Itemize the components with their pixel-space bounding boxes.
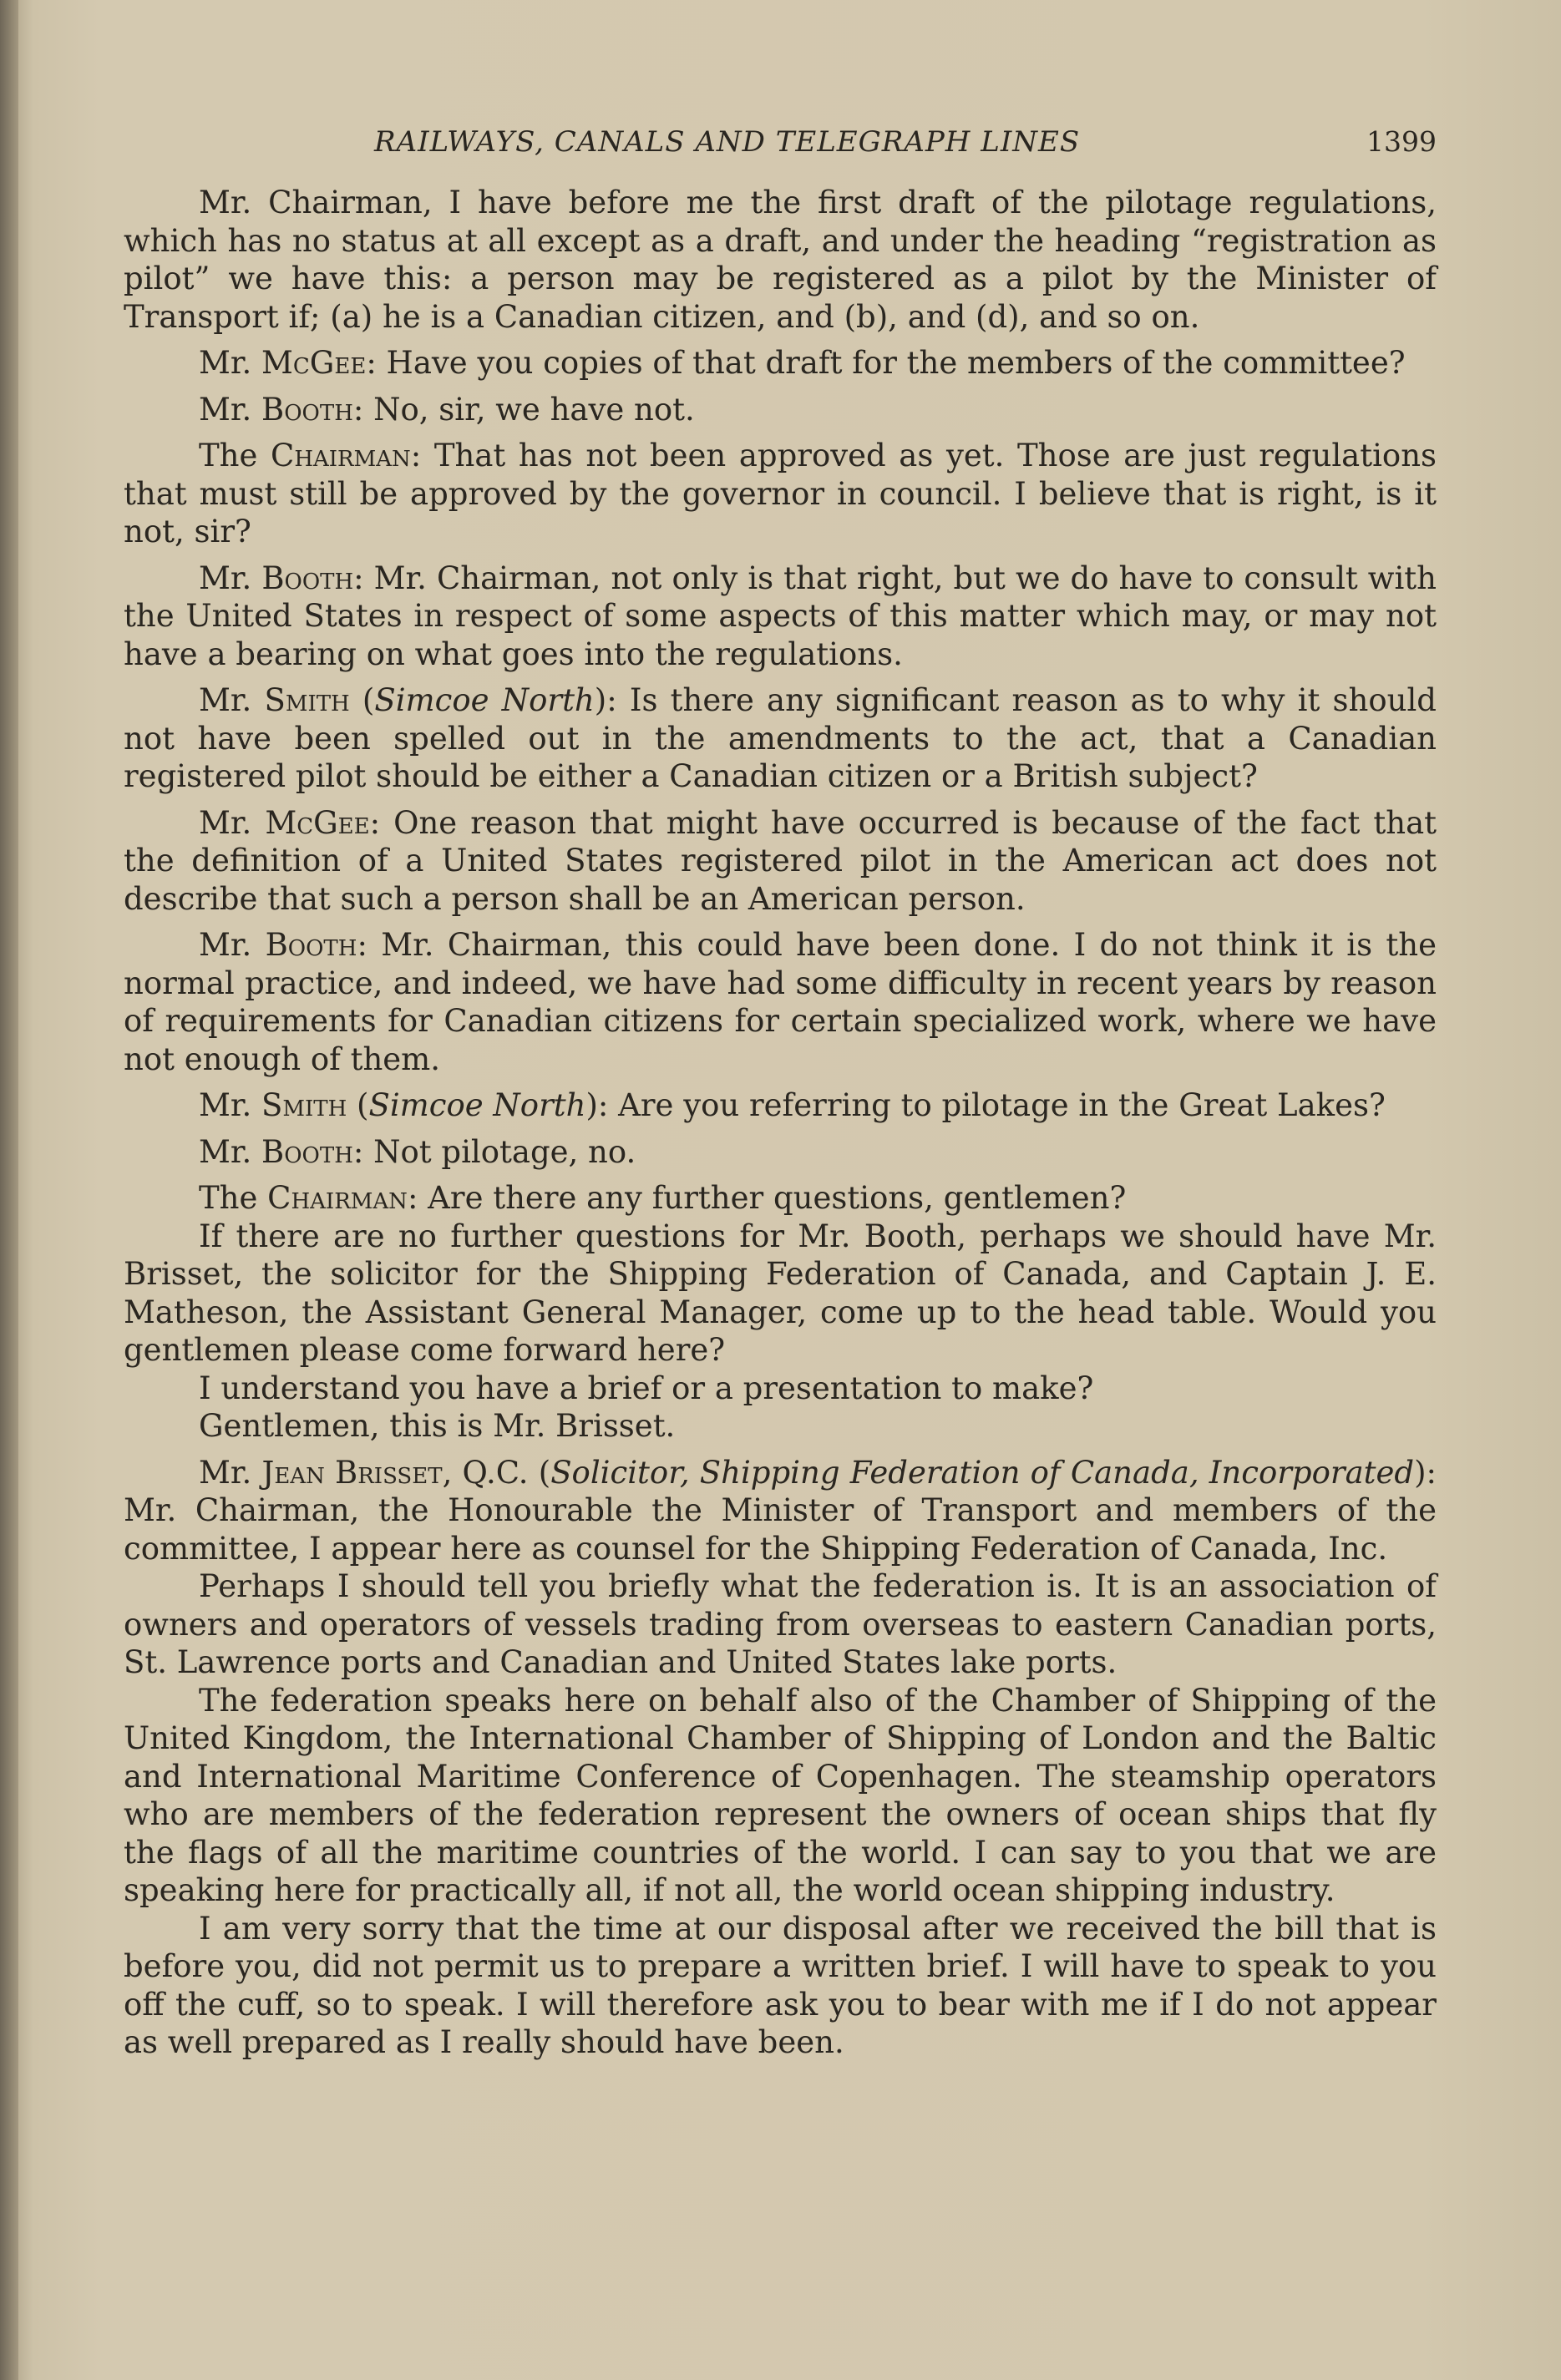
speaker-punct: : [352, 1133, 364, 1170]
speaker-title: Mr. [199, 1454, 262, 1491]
speech-text: Is there any significant reason as to why it should not have been spelled out in the amendments to the act, that a Canadian registered pilot should be either a Canadian citizen or a British subject? [124, 682, 1437, 794]
paragraph [124, 184, 1437, 336]
speech [124, 344, 1437, 382]
speech [124, 1454, 1437, 1568]
speech [124, 926, 1437, 1078]
open-paren: ( [347, 1087, 369, 1123]
paragraph-text: Gentlemen, this is Mr. Brisset. [199, 1408, 676, 1444]
speaker-punct: : [407, 1180, 418, 1216]
speaker-name: Smith [261, 1087, 347, 1123]
speaker-punct: : [353, 560, 364, 596]
speech [124, 560, 1437, 674]
speaker-title: Mr. [199, 345, 262, 381]
open-paren: ( [349, 682, 375, 718]
speech-text: Have you copies of that draft for the members of the committee? [376, 345, 1406, 381]
paragraph-text: Perhaps I should tell you briefly what the federation is. It is an association of owners and operators of vessels trading from overseas to eastern Canadian ports, St. Lawrence ports and Canadian and United States lake ports. [124, 1568, 1437, 1680]
speaker-riding: Simcoe North [368, 1087, 586, 1123]
speaker-name: Booth [261, 560, 354, 596]
running-head: RAILWAYS, CANALS AND TELEGRAPH LINES [374, 125, 1081, 159]
paragraph-text: I understand you have a brief or a presentation to make? [199, 1370, 1094, 1406]
transcript-body [124, 184, 1437, 2062]
paragraph [124, 1567, 1437, 1682]
speech-text: Are there any further questions, gentlemen? [418, 1180, 1127, 1216]
speech [124, 804, 1437, 919]
paragraph [124, 1370, 1437, 1408]
speech-text: Mr. Chairman, this could have been done. I do not think it is the normal practice, and indeed, we have had some difficulty in recent years by reason of requirements for Canadian citizens for certain specialized work, where we have not enough of them. [124, 927, 1437, 1077]
speech [124, 437, 1437, 551]
book-spine-shadow [0, 0, 18, 2380]
speaker-title: The [199, 438, 271, 473]
page-content [124, 125, 1437, 2062]
speaker-name: McGee [265, 804, 370, 841]
speaker-qc: , Q.C. ( [442, 1454, 551, 1491]
speaker-punct: : [352, 391, 364, 428]
paragraph-text: The federation speaks here on behalf also of the Chamber of Shipping of the United Kingdom, the International Chamber of Shipping of London and the Baltic and International Maritime Conference of Copenhagen. The steamship operators who are members of the federation represent the owners of ocean ships that fly the flags of all the maritime countries of the world. I can say to you that we are speaking here for practically all, if not all, the world ocean shipping industry. [124, 1682, 1437, 1908]
speaker-name: Chairman [267, 1180, 408, 1216]
speech-text: Not pilotage, no. [363, 1133, 636, 1170]
speech-text: One reason that might have occurred is because of the fact that the definition of a United States registered pilot in the American act does not describe that such a person shall be an American person. [124, 804, 1437, 917]
speaker-name: Booth [261, 1133, 353, 1170]
page-number: 1399 [1366, 125, 1437, 158]
speaker-title: Mr. [199, 560, 262, 596]
speaker-name: Booth [265, 927, 357, 963]
speaker-punct: ): [585, 1087, 609, 1123]
speaker-punct: : [357, 927, 367, 963]
speech [124, 1179, 1437, 1218]
speaker-punct: : [366, 345, 377, 381]
speech [124, 1133, 1437, 1172]
speech-text: No, sir, we have not. [363, 391, 695, 428]
speaker-title: Mr. [199, 391, 262, 428]
page-header [124, 125, 1437, 175]
speaker-name: McGee [261, 345, 367, 381]
speech-text: Mr. Chairman, the Honourable the Minister of Transport and members of the committee, I appear here as counsel for the Shipping Federation of Canada, Inc. [124, 1492, 1437, 1567]
speaker-punct: ): [1414, 1454, 1437, 1491]
speaker-name: Chairman [271, 438, 411, 473]
speaker-punct: : [369, 804, 381, 841]
speech [124, 1086, 1437, 1125]
speaker-name: Booth [261, 391, 353, 428]
speaker-title: Mr. [199, 927, 266, 963]
speaker-title: Mr. [199, 804, 266, 841]
paragraph-text: Mr. Chairman, I have before me the first draft of the pilotage regulations, which has no status at all except as a draft, and under the heading “registration as pilot” we have this: a person may be registered as a pilot by the Minister of Transport if; (a) he is a Canadian citizen, and (b), and (d), and so on. [124, 185, 1437, 335]
speaker-title: Mr. [199, 1133, 262, 1170]
speaker-title: Mr. [199, 682, 265, 718]
speech [124, 681, 1437, 796]
speaker-title: Mr. [199, 1087, 262, 1123]
speaker-punct: : [410, 438, 422, 473]
speaker-riding: Simcoe North [374, 682, 595, 718]
speech-text: That has not been approved as yet. Those are just regulations that must still be approved by the governor in council. I believe that is right, is it not, sir? [124, 438, 1437, 549]
speaker-punct: ): [594, 682, 617, 718]
paragraph-text: If there are no further questions for Mr. Booth, perhaps we should have Mr. Brisset, the solicitor for the Shipping Federation of Canada, and Captain J. E. Matheson, the Assistant General Manager, come up to the head table. Would you gentlemen please come forward here? [124, 1218, 1437, 1368]
paragraph [124, 1682, 1437, 1910]
speaker-title: The [199, 1180, 268, 1216]
speech-text: Mr. Chairman, not only is that right, but we do have to consult with the United States in respect of some aspects of this matter which may, or may not have a bearing on what goes into the regulations. [124, 560, 1437, 672]
paragraph [124, 1910, 1437, 2062]
paragraph [124, 1218, 1437, 1370]
paragraph-text: I am very sorry that the time at our disposal after we received the bill that is before you, did not permit us to prepare a written brief. I will have to speak to you off the cuff, so to speak. I will therefore ask you to bear with me if I do not appear as well prepared as I really should have been. [124, 1910, 1437, 2060]
speech [124, 391, 1437, 429]
speaker-affiliation: Solicitor, Shipping Federation of Canada, Incorporated [550, 1454, 1415, 1491]
speech-text: Are you referring to pilotage in the Great Lakes? [608, 1087, 1386, 1123]
paragraph [124, 1407, 1437, 1446]
speaker-name: Smith [264, 682, 350, 718]
speaker-name: Jean Brisset [261, 1454, 443, 1491]
